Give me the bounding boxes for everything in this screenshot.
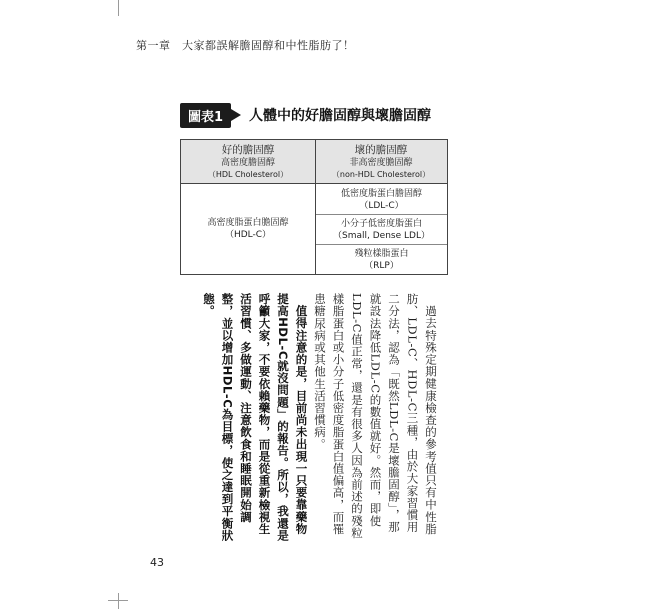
bad-row-3-abbr: （RLP） bbox=[364, 261, 399, 271]
bad-row-3 bbox=[316, 245, 447, 274]
bad-en: （non-HDL Cholesterol） bbox=[331, 170, 431, 179]
bad-row-1-abbr: （LDL-C） bbox=[359, 201, 404, 211]
good-sub: 高密度膽固醇 bbox=[220, 158, 275, 168]
crop-mark-bottom bbox=[118, 593, 119, 609]
cholesterol-table bbox=[180, 139, 448, 275]
body-paragraph-2: 值得注意的是，目前尚未出現一只要靠藥物提高HDL-C就沒問題」的報告。所以，我還是呼籲大家，不要依賴藥物，而是從重新檢視生活習慣、多做運動、注意飲食和睡眠開始調整，並以增加HDL-C為目標，使之達到平衡狀態。 bbox=[202, 293, 309, 542]
good-body-abbr: （HDL-C） bbox=[224, 230, 272, 240]
bad-row-2-name: 小分子低密度脂蛋白 bbox=[340, 219, 422, 229]
bad-row-2-abbr: （Small, Dense LDL） bbox=[333, 231, 430, 241]
running-header: 第一章 大家都誤解膽固醇和中性脂肪了！ bbox=[136, 39, 355, 52]
good-body-name: 高密度脂蛋白膽固醇 bbox=[207, 218, 289, 228]
bad-name: 壞的膽固醇 bbox=[354, 144, 408, 156]
body-text bbox=[200, 293, 441, 543]
page-number: 43 bbox=[150, 556, 164, 569]
figure-title-bar bbox=[180, 103, 431, 127]
bad-row-2 bbox=[316, 215, 447, 244]
figure-title: 人體中的好膽固醇與壞膽固醇 bbox=[249, 108, 432, 124]
body-paragraph-1: 過去特殊定期健康檢查的參考值只有中性脂肪、LDL-C、HDL-C三種，由於大家習慣用二分法，認為「既然LDL-C是壞膽固醇」，那就設法降低LDL-C的數值就好。然而，即使LDL-C值正常，還是有很多人因為前述的殘粒樣脂蛋白或小分子低密度脂蛋白值偏高，而罹患糖尿病或其他生活習慣病。 bbox=[313, 293, 438, 539]
crop-mark-top bbox=[118, 0, 119, 16]
bad-row-1 bbox=[316, 184, 447, 214]
good-en: （HDL Cholesterol） bbox=[207, 170, 289, 179]
bad-row-1-name: 低密度脂蛋白膽固醇 bbox=[340, 189, 422, 199]
good-name: 好的膽固醇 bbox=[221, 144, 275, 156]
good-header-cell bbox=[181, 140, 315, 184]
figure-badge: 圖表1 bbox=[180, 103, 231, 128]
bad-row-3-name: 殘粒樣脂蛋白 bbox=[354, 249, 409, 259]
bad-sub: 非高密度膽固醇 bbox=[349, 158, 413, 168]
crop-mark-bottom-h bbox=[108, 600, 128, 601]
good-body-cell bbox=[181, 184, 315, 274]
bad-header-cell bbox=[315, 140, 447, 184]
